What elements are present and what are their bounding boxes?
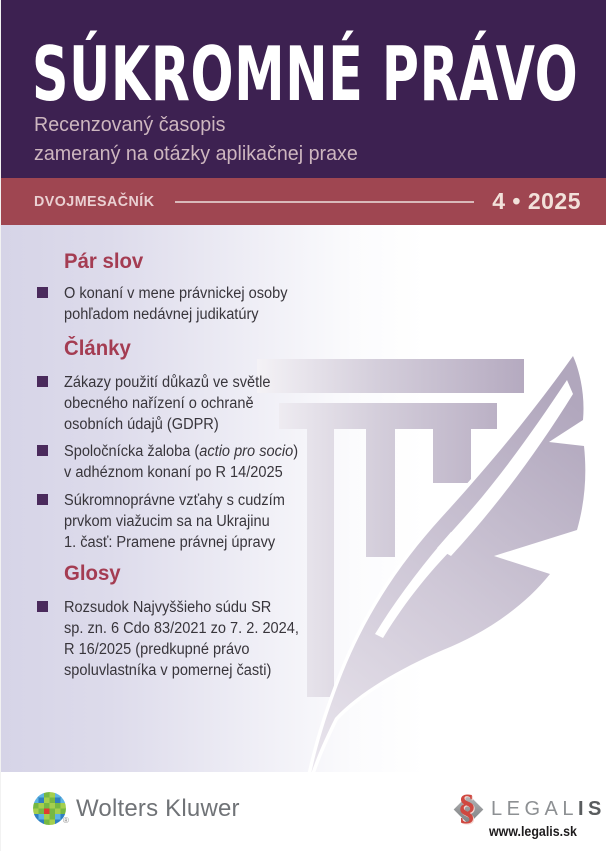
toc-item-text [64,283,308,325]
toc-line: spoluvlastníka v pomernej časti) [64,662,272,679]
footer [1,772,606,851]
toc-line: Zákazy použití důkazů ve světle [64,374,271,391]
toc-line: osobních údajů (GDPR) [64,416,219,433]
section-heading-clanky: Články [64,337,131,360]
section-sign-icon: § [458,787,476,827]
toc-line: 1. časť: Pramene právnej úpravy [64,534,276,551]
table-of-contents [1,0,606,851]
toc-line: O konaní v mene právnickej osoby [64,285,288,302]
toc-line: prvkom viažucim sa na Ukrajinu [64,513,270,530]
bullet-square-icon [37,494,48,505]
toc-item-text [64,490,308,553]
legalis-wordmark [491,798,606,821]
bullet-square-icon [37,445,48,456]
bullet-square-icon [37,601,48,612]
issue-number: 4 • 2025 [492,188,581,214]
legalis-url: www.legalis.sk [489,824,577,839]
wolters-kluwer-globe-icon [33,792,69,825]
toc-line: R 16/2025 (predkupné právo [64,641,250,658]
toc-line: v adhéznom konaní po R 14/2025 [64,464,283,481]
legalis-wordmark-gray: LEGAL [491,798,578,820]
toc-line-part: Spoločnícka žaloba ( [64,443,200,460]
toc-item-text [64,441,308,483]
legalis-wordmark-dark: IS [577,798,606,820]
toc-line: obecného nařízení o ochraně [64,395,254,412]
journal-subtitle-line1: Recenzovaný časopis [34,113,226,136]
toc-line [64,441,308,462]
publisher-name: Wolters Kluwer [76,794,240,822]
journal-title: SÚKROMNÉ PRÁVO [32,30,579,118]
toc-item-text [64,372,308,435]
toc-line-italic: actio pro socio [199,443,294,460]
section-heading-glosy: Glosy [64,562,121,585]
toc-line: pohľadom nedávnej judikatúry [64,306,259,323]
section-heading-par-slov: Pár slov [64,250,144,273]
registered-trademark-symbol: ® [63,816,69,825]
legalis-mark [455,787,485,827]
toc-line-part: ) [293,443,299,460]
bullet-square-icon [37,376,48,387]
wolters-kluwer-logo [33,792,243,825]
toc-line: Súkromnoprávne vzťahy s cudzím [64,492,285,509]
toc-line: sp. zn. 6 Cdo 83/2021 zo 7. 2. 2024, [64,620,299,637]
frequency-label: DVOJMESAČNÍK [34,193,155,210]
journal-subtitle-line2: zameraný na otázky aplikačnej praxe [34,142,358,165]
toc-line: Rozsudok Najvyššieho súdu SR [64,599,272,616]
toc-item-text [64,597,308,681]
bullet-square-icon [37,287,48,298]
